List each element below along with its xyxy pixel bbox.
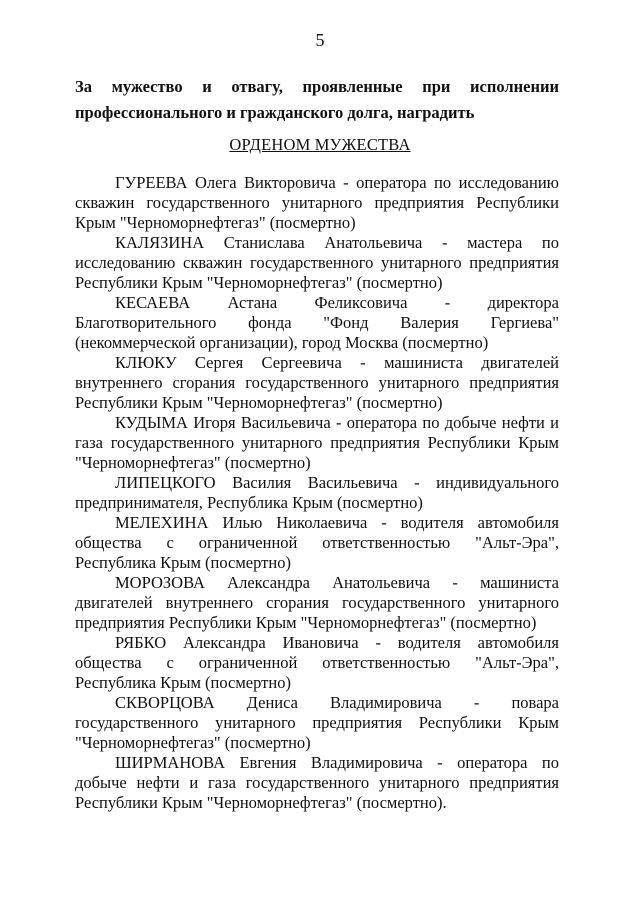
awardee-entry: КЛЮКУ Сергея Сергеевича - машиниста двигателей внутреннего сгорания государственного унитарного предприятия Республики Крым "Черноморнефтегаз" (посмертно)	[75, 353, 559, 412]
page-number: 5	[315, 30, 325, 50]
awardee-entry: МЕЛЕХИНА Илью Николаевича - водителя автомобиля общества с ограниченной ответственностью "Альт-Эра", Республика Крым (посмертно)	[75, 513, 559, 572]
awardee-entry: КЕСАЕВА Астана Феликсовича - директора Благотворительного фонда "Фонд Валерия Гергиева" (некоммерческой организации), город Москва (посмертно)	[75, 293, 559, 352]
awardee-entry: КУДЫМА Игоря Васильевича - оператора по добыче нефти и газа государственного унитарного предприятия Республики Крым "Черноморнефтегаз" (посмертно)	[75, 413, 559, 472]
awardee-entry: ГУРЕЕВА Олега Викторовича - оператора по исследованию скважин государственного унитарного предприятия Республики Крым "Черноморнефтегаз" (посмертно)	[75, 173, 559, 232]
awardee-list	[75, 173, 559, 813]
awardee-entry: РЯБКО Александра Ивановича - водителя автомобиля общества с ограниченной ответственностью "Альт-Эра", Республика Крым (посмертно)	[75, 633, 559, 692]
awardee-entry: КАЛЯЗИНА Станислава Анатольевича - мастера по исследованию скважин государственного унитарного предприятия Республики Крым "Черноморнефтегаз" (посмертно)	[75, 233, 559, 292]
awardee-entry: ЛИПЕЦКОГО Василия Васильевича - индивидуального предпринимателя, Республика Крым (посмертно)	[75, 473, 559, 512]
awardee-entry: ШИРМАНОВА Евгения Владимировича - оператора по добыче нефти и газа государственного унитарного предприятия Республики Крым "Черноморнефтегаз" (посмертно).	[75, 753, 559, 812]
award-title: ОРДЕНОМ МУЖЕСТВА	[229, 135, 411, 154]
awardee-entry: СКВОРЦОВА Дениса Владимировича - повара государственного унитарного предприятия Республики Крым "Черноморнефтегаз" (посмертно)	[75, 693, 559, 752]
award-heading: За мужество и отвагу, проявленные при исполнении профессионального и гражданского долга, наградить	[75, 77, 559, 122]
awardee-entry: МОРОЗОВА Александра Анатольевича - машиниста двигателей внутреннего сгорания государственного унитарного предприятия Республики Крым "Черноморнефтегаз" (посмертно)	[75, 573, 559, 632]
